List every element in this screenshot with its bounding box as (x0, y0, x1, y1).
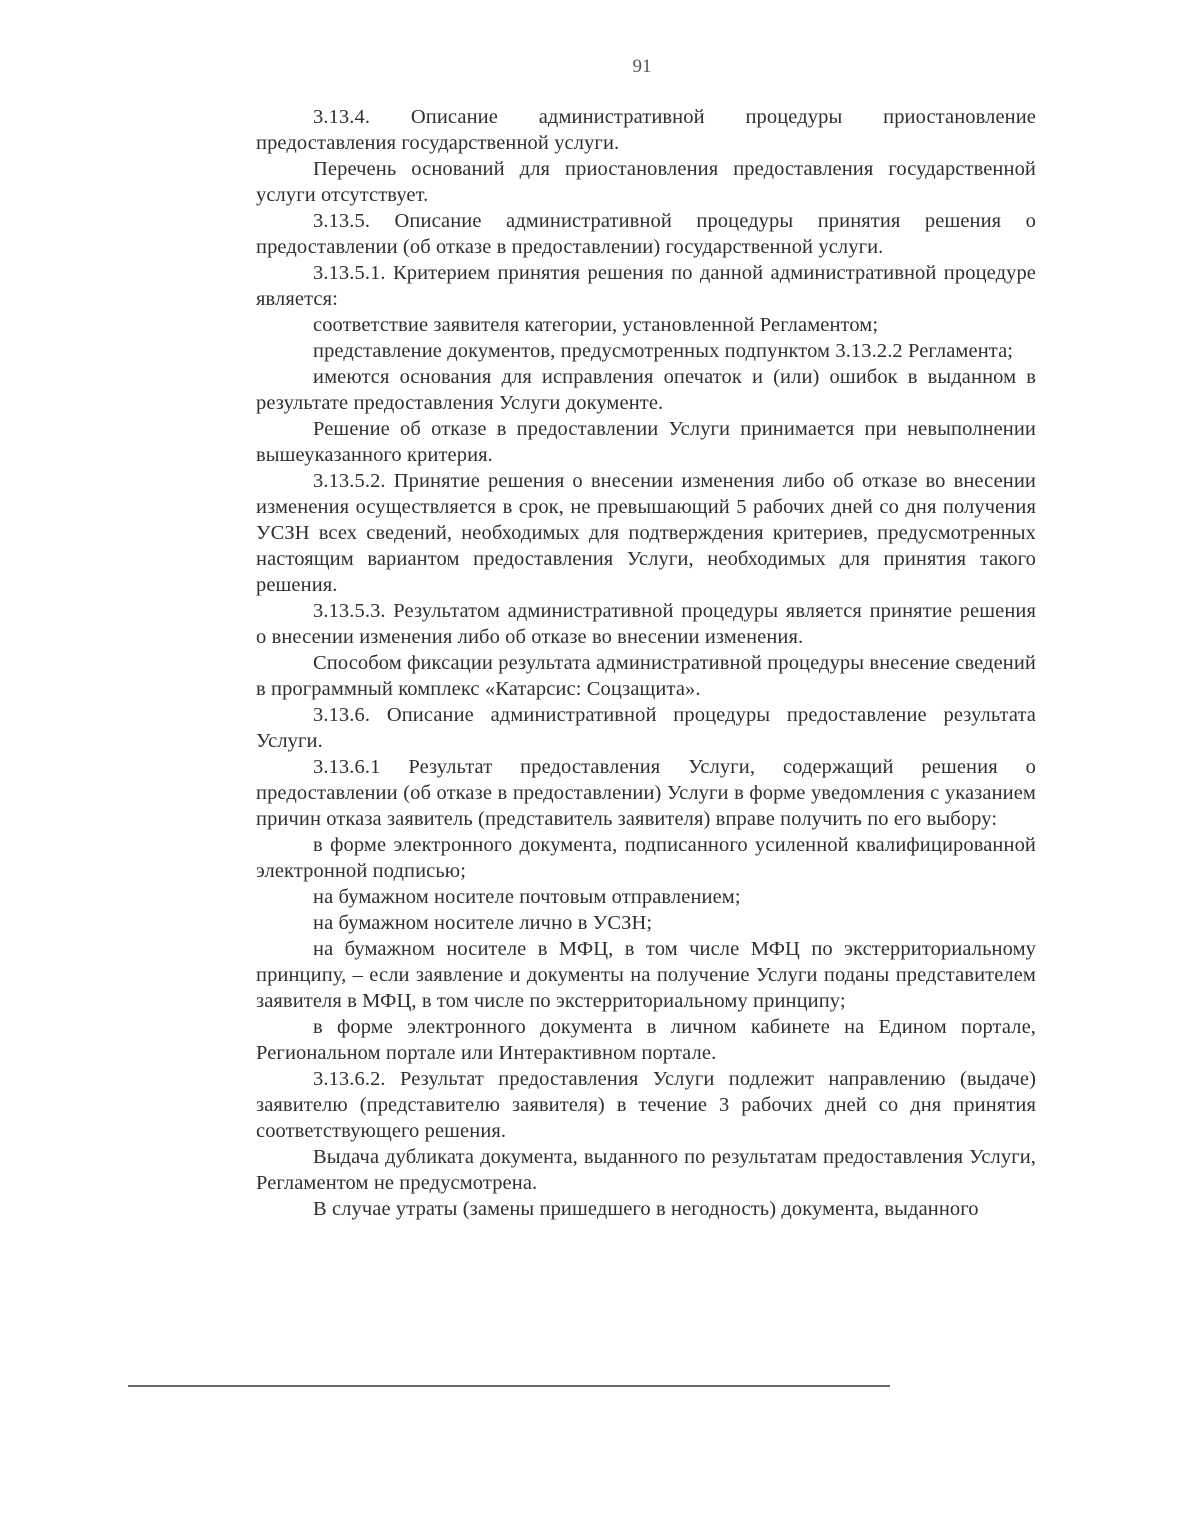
paragraph-refusal-decision: Решение об отказе в предоставлении Услуги принимается при невыполнении вышеуказанного критерия. (256, 418, 1036, 466)
paragraph-3-13-4: 3.13.4. Описание административной процедуры приостановление предоставления государственной услуги. (256, 106, 1036, 154)
paragraph-duplicate: Выдача дубликата документа, выданного по результатам предоставления Услуги, Регламентом не предусмотрена. (256, 1146, 1036, 1194)
page-number: 91 (632, 56, 652, 77)
paragraph-3-13-5-1: 3.13.5.1. Критерием принятия решения по данной административной процедуре является: (256, 262, 1036, 310)
paragraph-suspension-grounds: Перечень оснований для приостановления предоставления государственной услуги отсутствует. (256, 158, 1036, 206)
paragraph-3-13-5: 3.13.5. Описание административной процедуры принятия решения о предоставлении (об отказе в предоставлении) государственной услуги. (256, 210, 1036, 258)
list-item-criterion-category: соответствие заявителя категории, установленной Регламентом; (313, 314, 879, 336)
paragraph-result-recording: Способом фиксации результата административной процедуры внесение сведений в программный комплекс «Катарсис: Соцзащита». (256, 652, 1036, 700)
list-item-paper-post: на бумажном носителе почтовым отправлением; (313, 886, 741, 908)
list-item-criterion-documents: представление документов, предусмотренных подпунктом 3.13.2.2 Регламента; (313, 340, 1014, 362)
list-item-electronic-signed: в форме электронного документа, подписанного усиленной квалифицированной электронной подписью; (256, 834, 1036, 882)
list-item-paper-uszn: на бумажном носителе лично в УСЗН; (313, 912, 653, 934)
paragraph-3-13-6-1: 3.13.6.1 Результат предоставления Услуги, содержащий решения о предоставлении (об отказе в предоставлении) Услуги в форме уведомления с указанием причин отказа заявитель (представитель заявителя) вправе получить по его выбору: (256, 756, 1036, 830)
paragraph-loss-case: В случае утраты (замены пришедшего в негодность) документа, выданного (313, 1198, 979, 1220)
document-body (256, 104, 1036, 1222)
paragraph-3-13-5-3: 3.13.5.3. Результатом административной процедуры является принятие решения о внесении изменения либо об отказе во внесении изменения. (256, 600, 1036, 648)
paragraph-3-13-6: 3.13.6. Описание административной процедуры предоставление результата Услуги. (256, 704, 1036, 752)
footer-divider (128, 1385, 890, 1387)
paragraph-3-13-5-2: 3.13.5.2. Принятие решения о внесении изменения либо об отказе во внесении изменения осуществляется в срок, не превышающий 5 рабочих дней со дня получения УСЗН всех сведений, необходимых для подтверждения критериев, предусмотренных настоящим вариантом предоставления Услуги, необходимых для принятия такого решения. (256, 470, 1036, 596)
list-item-electronic-portal: в форме электронного документа в личном кабинете на Едином портале, Региональном портале или Интерактивном портале. (256, 1016, 1036, 1064)
paragraph-3-13-6-2: 3.13.6.2. Результат предоставления Услуги подлежит направлению (выдаче) заявителю (представителю заявителя) в течение 3 рабочих дней со дня принятия соответствующего решения. (256, 1068, 1036, 1142)
list-item-criterion-errors: имеются основания для исправления опечаток и (или) ошибок в выданном в результате предоставления Услуги документе. (256, 366, 1036, 414)
list-item-paper-mfc: на бумажном носителе в МФЦ, в том числе МФЦ по экстерриториальному принципу, – если заявление и документы на получение Услуги поданы представителем заявителя в МФЦ, в том числе по экстерриториальному принципу; (256, 938, 1036, 1012)
